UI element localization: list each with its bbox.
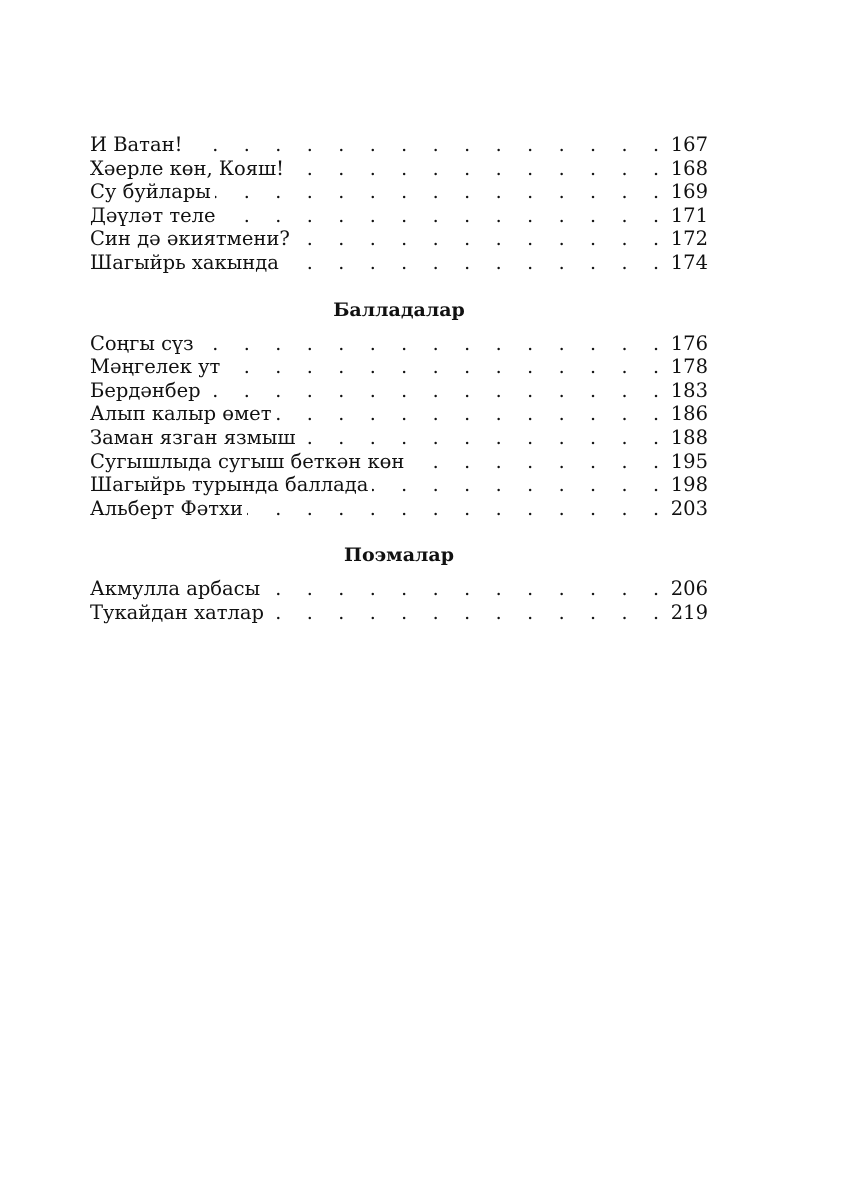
toc-entry[interactable] xyxy=(90,497,708,521)
toc-section-poems xyxy=(90,133,708,275)
toc-entry-page: 203 xyxy=(670,496,708,520)
toc-entry-page: 198 xyxy=(670,473,708,497)
toc-entry[interactable] xyxy=(90,251,708,275)
dot-leader xyxy=(198,333,669,357)
section-spacer xyxy=(90,520,708,543)
toc-entry-title: Алып калыр өмет xyxy=(90,402,272,426)
table-of-contents xyxy=(90,133,708,625)
toc-entry-page: 168 xyxy=(670,156,708,180)
toc-entry-page: 174 xyxy=(670,250,708,274)
toc-entry-title: Заман язган язмыш xyxy=(90,425,296,449)
toc-entry-title: Су буйлары xyxy=(90,180,211,204)
toc-entry-title: Бердәнбер xyxy=(90,378,201,402)
section-heading: Поэмалар xyxy=(344,544,454,567)
dot-leader xyxy=(300,427,669,451)
toc-entry-title: Соңгы сүз xyxy=(90,331,194,355)
toc-entry-page: 186 xyxy=(670,402,708,426)
heading-spacer xyxy=(90,322,708,332)
toc-entry[interactable] xyxy=(90,204,708,228)
toc-entry-page: 219 xyxy=(670,600,708,624)
toc-entry-page: 172 xyxy=(670,227,708,251)
toc-entry[interactable] xyxy=(90,379,708,403)
toc-entry-page: 176 xyxy=(670,331,708,355)
toc-entry-page: 167 xyxy=(670,133,708,156)
toc-entry[interactable] xyxy=(90,426,708,450)
heading-spacer xyxy=(90,567,708,577)
dot-leader xyxy=(276,403,669,427)
dot-leader xyxy=(288,158,669,182)
toc-entry[interactable] xyxy=(90,473,708,497)
toc-entry-title: Мәңгелек ут xyxy=(90,355,221,379)
toc-entry-page: 178 xyxy=(670,355,708,379)
dot-leader xyxy=(215,181,669,205)
toc-entry-page: 206 xyxy=(670,577,708,601)
dot-leader xyxy=(186,134,668,158)
toc-entry-title: Дәүләт теле xyxy=(90,203,216,227)
toc-entry-title: Син дә әкиятмени? xyxy=(90,227,290,251)
toc-entry[interactable] xyxy=(90,355,708,379)
toc-entry[interactable] xyxy=(90,227,708,251)
dot-leader xyxy=(220,205,669,229)
toc-entry[interactable] xyxy=(90,180,708,204)
section-spacer xyxy=(90,275,708,298)
toc-entry-page: 188 xyxy=(670,425,708,449)
toc-section-long-poems xyxy=(90,543,708,624)
section-heading: Балладалар xyxy=(333,298,465,321)
dot-leader xyxy=(283,252,669,276)
toc-entry[interactable] xyxy=(90,577,708,601)
dot-leader xyxy=(408,451,668,475)
toc-entry-title: И Ватан! xyxy=(90,133,183,156)
toc-entry-page: 183 xyxy=(670,378,708,402)
toc-entry-title: Альберт Фәтхи xyxy=(90,496,244,520)
toc-section-ballads xyxy=(90,298,708,521)
dot-leader xyxy=(224,356,668,380)
dot-leader xyxy=(294,228,669,252)
dot-leader xyxy=(205,380,669,404)
toc-entry-title: Хәерле көн, Кояш! xyxy=(90,156,284,180)
toc-entry-title: Тукайдан хатлар xyxy=(90,600,265,624)
toc-entry-page: 171 xyxy=(670,203,708,227)
toc-entry[interactable] xyxy=(90,450,708,474)
toc-entry[interactable] xyxy=(90,133,708,157)
toc-entry-page: 169 xyxy=(670,180,708,204)
toc-entry-page: 195 xyxy=(670,449,708,473)
dot-leader xyxy=(247,498,669,522)
toc-entry-title: Сугышлыда сугыш беткән көн xyxy=(90,449,405,473)
toc-entry[interactable] xyxy=(90,157,708,181)
toc-entry[interactable] xyxy=(90,402,708,426)
toc-entry-title: Шагыйрь хакында xyxy=(90,250,279,274)
dot-leader xyxy=(268,602,669,626)
toc-entry-title: Шагыйрь турында баллада xyxy=(90,473,369,497)
toc-entry-title: Акмулла арбасы xyxy=(90,577,261,601)
toc-entry[interactable] xyxy=(90,332,708,356)
toc-entry[interactable] xyxy=(90,601,708,625)
dot-leader xyxy=(372,474,668,498)
dot-leader xyxy=(264,578,669,602)
